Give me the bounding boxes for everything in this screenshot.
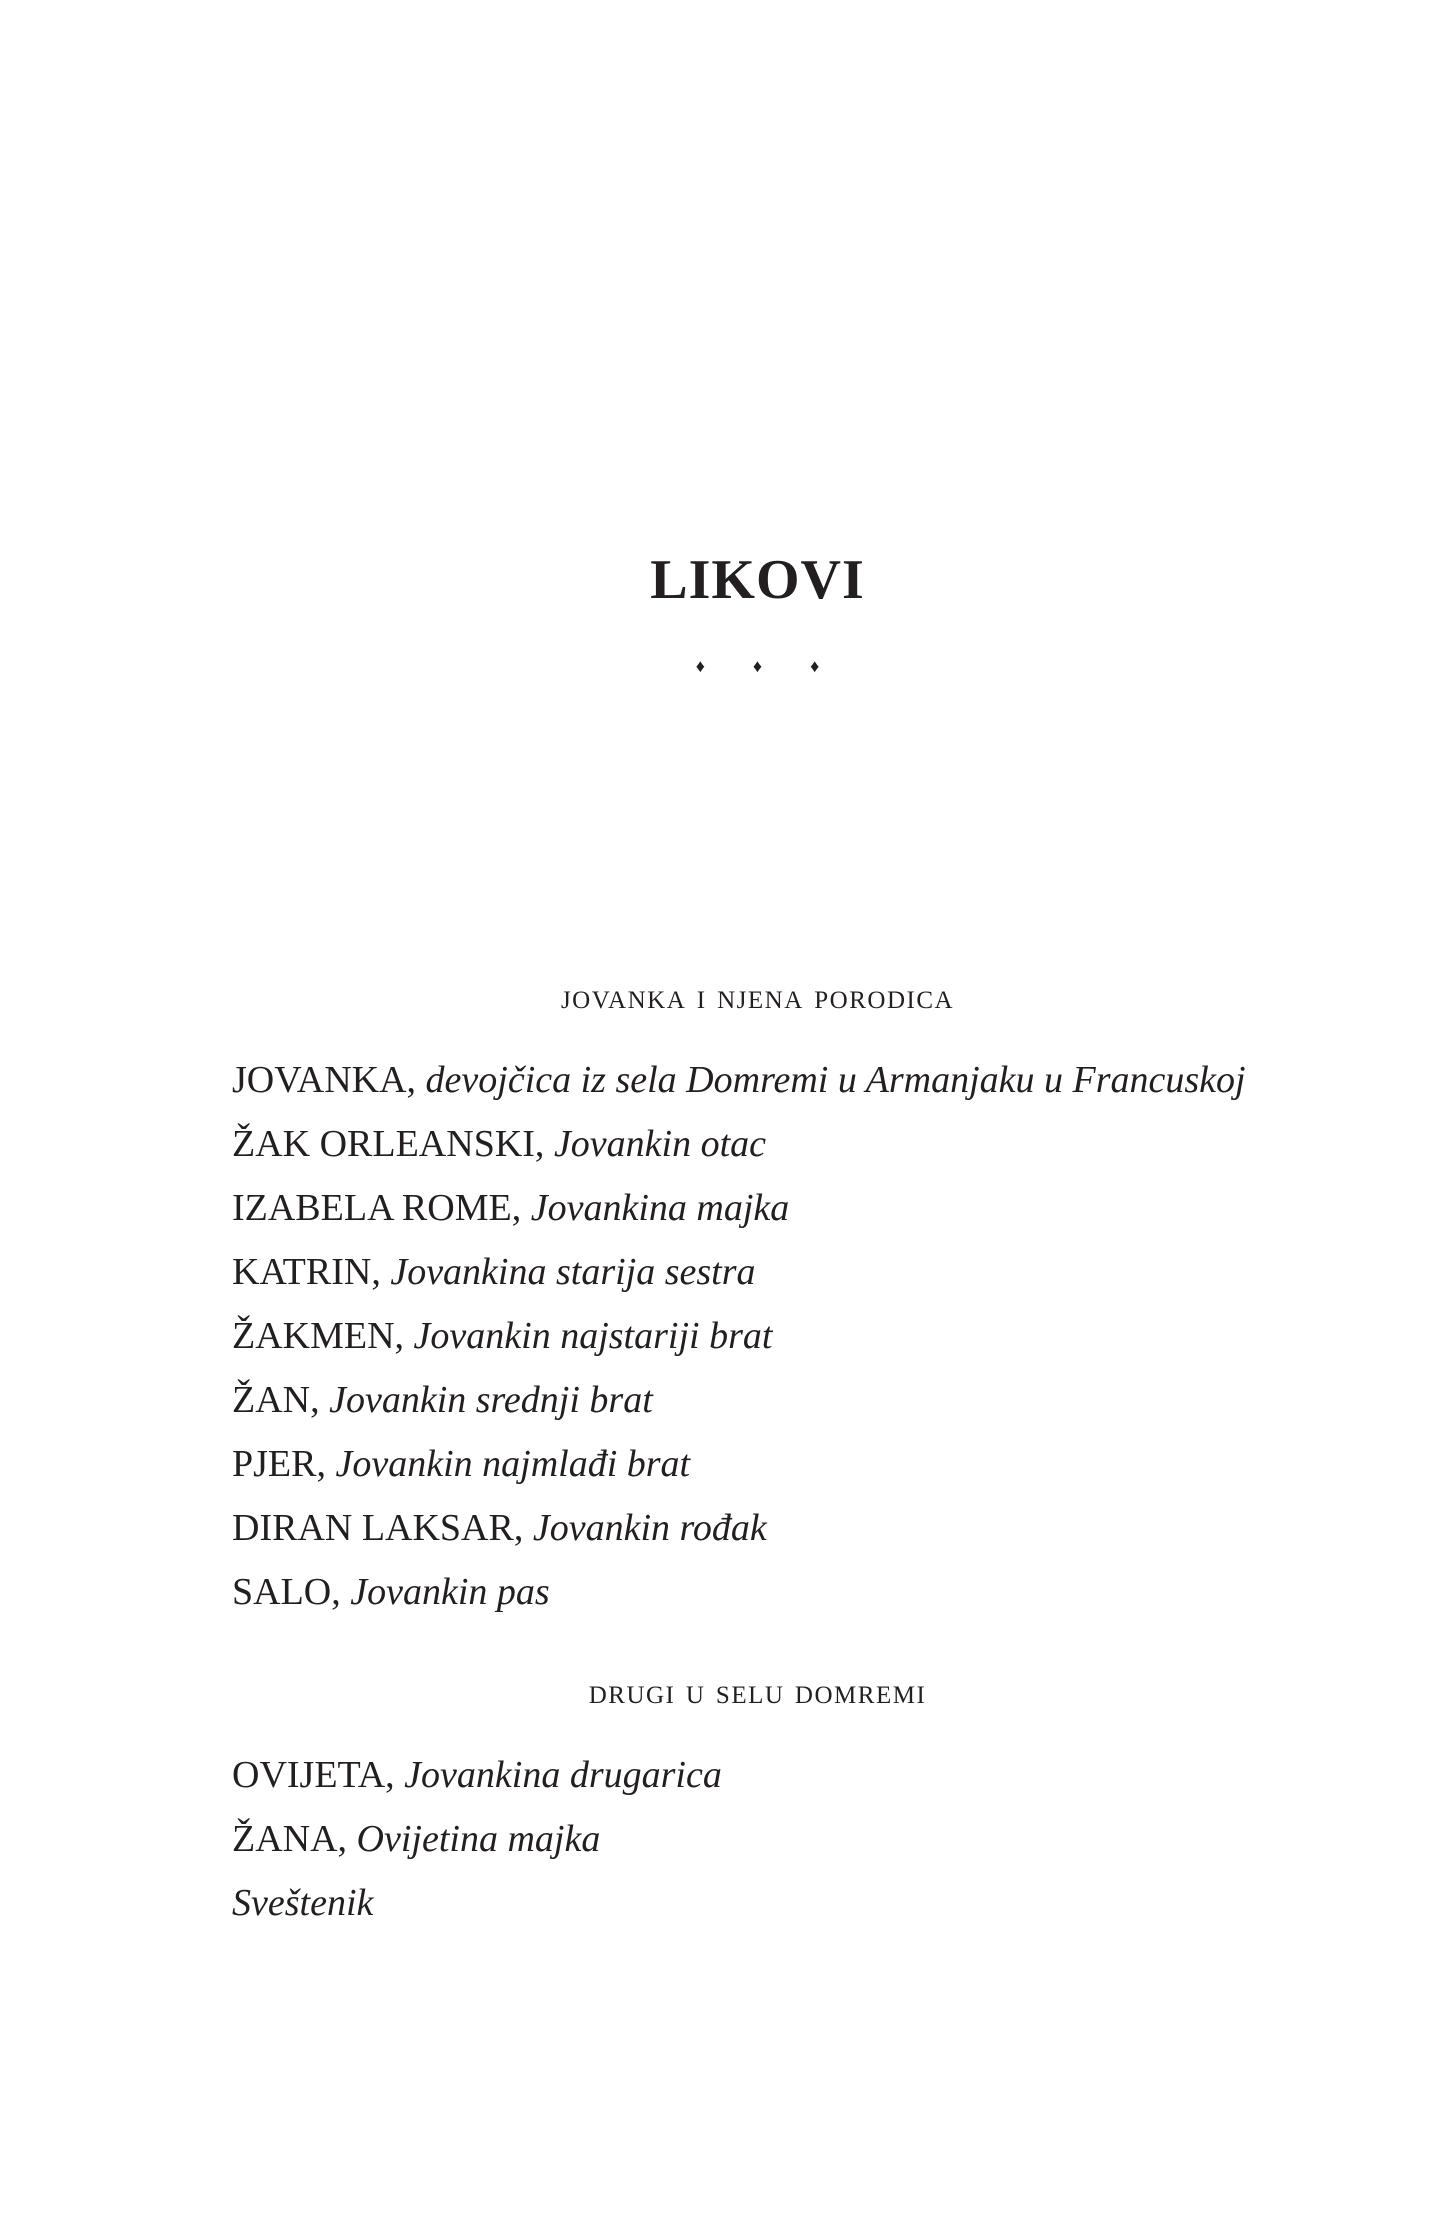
character-list-family	[232, 1048, 1382, 1624]
character-role: Sveštenik	[232, 1882, 374, 1924]
character-name: ŽAN,	[232, 1379, 320, 1421]
character-name: OVIJETA,	[232, 1754, 395, 1796]
character-role: Jovankin rođak	[532, 1507, 767, 1549]
character-role: Jovankin najmlađi brat	[335, 1443, 691, 1485]
character-name: PJER,	[232, 1443, 326, 1485]
list-item	[232, 1240, 1382, 1304]
list-item	[232, 1871, 1382, 1935]
list-item	[232, 1112, 1382, 1176]
character-name: KATRIN,	[232, 1251, 381, 1293]
character-role: Jovankin otac	[553, 1123, 767, 1165]
list-item	[232, 1807, 1382, 1871]
character-name: IZABELA ROME,	[232, 1187, 522, 1229]
character-name: ŽANA,	[232, 1818, 348, 1860]
list-item	[232, 1304, 1382, 1368]
list-item	[232, 1743, 1382, 1807]
ornament-divider	[0, 656, 1445, 677]
list-item	[232, 1176, 1382, 1240]
list-item	[232, 1496, 1382, 1560]
list-item	[232, 1560, 1382, 1624]
character-role: Jovankin najstariji brat	[413, 1315, 773, 1357]
character-name: ŽAK ORLEANSKI,	[232, 1123, 545, 1165]
list-item	[232, 1048, 1382, 1112]
list-item	[232, 1432, 1382, 1496]
character-role: Jovankina starija sestra	[390, 1251, 756, 1293]
character-name: SALO,	[232, 1571, 341, 1613]
diamond-icon: ♦	[752, 656, 763, 676]
section-heading-family: jovanka i njena porodica	[560, 976, 955, 1016]
section-heading-village: drugi u selu domremi	[588, 1671, 927, 1711]
page-title: LIKOVI	[650, 549, 865, 611]
character-name: JOVANKA,	[232, 1059, 417, 1101]
character-role: Ovijetina majka	[356, 1818, 601, 1860]
diamond-icon: ♦	[695, 656, 705, 676]
character-role: Jovankina drugarica	[404, 1754, 722, 1796]
character-role: Jovankina majka	[530, 1187, 790, 1229]
list-item	[232, 1368, 1382, 1432]
character-name: DIRAN LAKSAR,	[232, 1507, 524, 1549]
diamond-icon: ♦	[810, 656, 820, 676]
character-name: ŽAKMEN,	[232, 1315, 405, 1357]
character-role: Jovankin pas	[350, 1571, 550, 1613]
character-role: devojčica iz sela Domremi u Armanjaku u Francuskoj	[425, 1059, 1246, 1101]
character-role: Jovankin srednji brat	[329, 1379, 653, 1421]
character-list-village	[232, 1743, 1382, 1935]
